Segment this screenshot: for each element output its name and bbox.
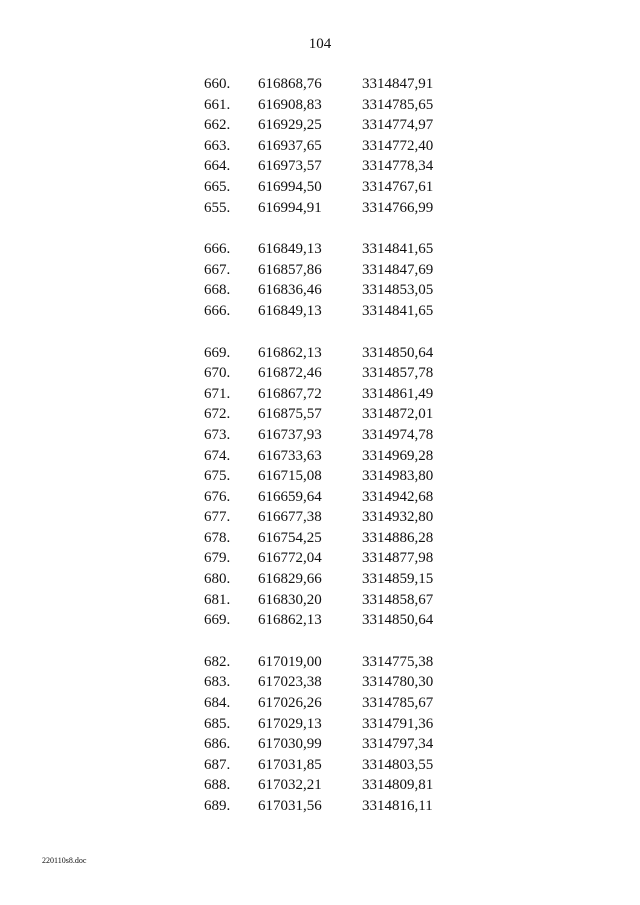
point-number: 683. (204, 674, 231, 691)
point-number: 686. (204, 736, 231, 753)
y-coordinate: 3314780,30 (362, 674, 434, 691)
y-coordinate: 3314942,68 (362, 488, 434, 505)
coordinate-row (0, 487, 640, 508)
y-coordinate: 3314847,69 (362, 261, 434, 278)
point-number: 689. (204, 798, 231, 814)
y-coordinate: 3314886,28 (362, 529, 434, 546)
point-number: 672. (204, 406, 231, 423)
point-number: 673. (204, 426, 231, 443)
coordinate-row (0, 528, 640, 549)
coordinate-row (0, 610, 640, 631)
page-number: 104 (308, 36, 332, 52)
coordinate-row (0, 652, 640, 673)
footer-filename: 220110s8.doc (42, 856, 87, 865)
coordinate-row (0, 734, 640, 755)
x-coordinate: 617026,26 (258, 695, 322, 712)
coordinate-row (0, 136, 640, 157)
point-number: 662. (204, 117, 231, 134)
y-coordinate: 3314853,05 (362, 282, 434, 299)
x-coordinate: 617030,99 (258, 736, 322, 753)
x-coordinate: 617023,38 (258, 674, 322, 691)
point-number: 660. (204, 76, 231, 92)
x-coordinate: 616677,38 (258, 509, 322, 526)
x-coordinate: 616973,57 (258, 158, 322, 175)
x-coordinate: 616994,91 (258, 199, 322, 216)
point-number: 675. (204, 468, 231, 485)
x-coordinate: 616733,63 (258, 447, 322, 464)
x-coordinate: 616659,64 (258, 488, 322, 505)
y-coordinate: 3314932,80 (362, 509, 434, 526)
coordinate-row (0, 177, 640, 198)
y-coordinate: 3314791,36 (362, 715, 434, 732)
x-coordinate: 617029,13 (258, 715, 322, 732)
x-coordinate: 616862,13 (258, 344, 322, 361)
point-number: 678. (204, 529, 231, 546)
point-number: 666. (204, 241, 231, 258)
point-number: 681. (204, 591, 231, 608)
y-coordinate: 3314797,34 (362, 736, 434, 753)
coordinate-row (0, 343, 640, 364)
point-number: 663. (204, 137, 231, 154)
y-coordinate: 3314861,49 (362, 385, 434, 402)
point-number: 668. (204, 282, 231, 299)
y-coordinate: 3314850,64 (362, 612, 434, 629)
point-number: 688. (204, 777, 231, 794)
coordinate-row (0, 466, 640, 487)
x-coordinate: 617031,56 (258, 798, 322, 814)
coordinate-group (0, 239, 640, 321)
x-coordinate: 616772,04 (258, 550, 322, 567)
x-coordinate: 616836,46 (258, 282, 322, 299)
y-coordinate: 3314766,99 (362, 199, 434, 216)
x-coordinate: 616867,72 (258, 385, 322, 402)
x-coordinate: 616849,13 (258, 241, 322, 258)
point-number: 671. (204, 385, 231, 402)
point-number: 665. (204, 178, 231, 195)
y-coordinate: 3314877,98 (362, 550, 434, 567)
point-number: 667. (204, 261, 231, 278)
x-coordinate: 617031,85 (258, 756, 322, 773)
y-coordinate: 3314872,01 (362, 406, 434, 423)
coordinate-row (0, 425, 640, 446)
y-coordinate: 3314775,38 (362, 653, 434, 670)
coordinate-row (0, 672, 640, 693)
y-coordinate: 3314859,15 (362, 571, 434, 588)
point-number: 684. (204, 695, 231, 712)
y-coordinate: 3314983,80 (362, 468, 434, 485)
coordinate-row (0, 404, 640, 425)
point-number: 670. (204, 365, 231, 382)
x-coordinate: 616830,20 (258, 591, 322, 608)
x-coordinate: 616908,83 (258, 96, 322, 113)
x-coordinate: 617019,00 (258, 653, 322, 670)
coordinate-row (0, 239, 640, 260)
point-number: 664. (204, 158, 231, 175)
x-coordinate: 616715,08 (258, 468, 322, 485)
y-coordinate: 3314778,34 (362, 158, 434, 175)
x-coordinate: 616849,13 (258, 302, 322, 319)
y-coordinate: 3314847,91 (362, 76, 434, 92)
point-number: 680. (204, 571, 231, 588)
y-coordinate: 3314809,81 (362, 777, 434, 794)
x-coordinate: 616829,66 (258, 571, 322, 588)
coordinate-row (0, 755, 640, 776)
y-coordinate: 3314857,78 (362, 365, 434, 382)
x-coordinate: 616994,50 (258, 178, 322, 195)
coordinate-table (0, 74, 640, 838)
point-number: 682. (204, 653, 231, 670)
x-coordinate: 616737,93 (258, 426, 322, 443)
point-number: 669. (204, 612, 231, 629)
y-coordinate: 3314816,11 (362, 798, 433, 814)
coordinate-row (0, 156, 640, 177)
point-number: 685. (204, 715, 231, 732)
x-coordinate: 617032,21 (258, 777, 322, 794)
y-coordinate: 3314974,78 (362, 426, 434, 443)
coordinate-group (0, 652, 640, 817)
x-coordinate: 616857,86 (258, 261, 322, 278)
x-coordinate: 616868,76 (258, 76, 322, 92)
coordinate-row (0, 548, 640, 569)
y-coordinate: 3314785,65 (362, 96, 434, 113)
coordinate-row (0, 95, 640, 116)
coordinate-row (0, 198, 640, 219)
point-number: 674. (204, 447, 231, 464)
point-number: 669. (204, 344, 231, 361)
coordinate-row (0, 446, 640, 467)
coordinate-row (0, 280, 640, 301)
coordinate-row (0, 384, 640, 405)
y-coordinate: 3314803,55 (362, 756, 434, 773)
coordinate-row (0, 569, 640, 590)
point-number: 677. (204, 509, 231, 526)
coordinate-row (0, 260, 640, 281)
y-coordinate: 3314767,61 (362, 178, 434, 195)
x-coordinate: 616862,13 (258, 612, 322, 629)
coordinate-group (0, 343, 640, 631)
y-coordinate: 3314774,97 (362, 117, 434, 134)
coordinate-row (0, 796, 640, 817)
y-coordinate: 3314841,65 (362, 302, 434, 319)
coordinate-row (0, 693, 640, 714)
coordinate-row (0, 590, 640, 611)
coordinate-row (0, 363, 640, 384)
y-coordinate: 3314969,28 (362, 447, 434, 464)
coordinate-row (0, 507, 640, 528)
x-coordinate: 616872,46 (258, 365, 322, 382)
y-coordinate: 3314841,65 (362, 241, 434, 258)
point-number: 687. (204, 756, 231, 773)
point-number: 666. (204, 302, 231, 319)
x-coordinate: 616937,65 (258, 137, 322, 154)
y-coordinate: 3314772,40 (362, 137, 434, 154)
coordinate-row (0, 74, 640, 95)
coordinate-row (0, 301, 640, 322)
x-coordinate: 616929,25 (258, 117, 322, 134)
y-coordinate: 3314858,67 (362, 591, 434, 608)
point-number: 655. (204, 199, 231, 216)
coordinate-row (0, 115, 640, 136)
point-number: 676. (204, 488, 231, 505)
coordinate-group (0, 74, 640, 218)
point-number: 661. (204, 96, 231, 113)
x-coordinate: 616875,57 (258, 406, 322, 423)
x-coordinate: 616754,25 (258, 529, 322, 546)
coordinate-row (0, 714, 640, 735)
point-number: 679. (204, 550, 231, 567)
y-coordinate: 3314850,64 (362, 344, 434, 361)
y-coordinate: 3314785,67 (362, 695, 434, 712)
coordinate-row (0, 775, 640, 796)
